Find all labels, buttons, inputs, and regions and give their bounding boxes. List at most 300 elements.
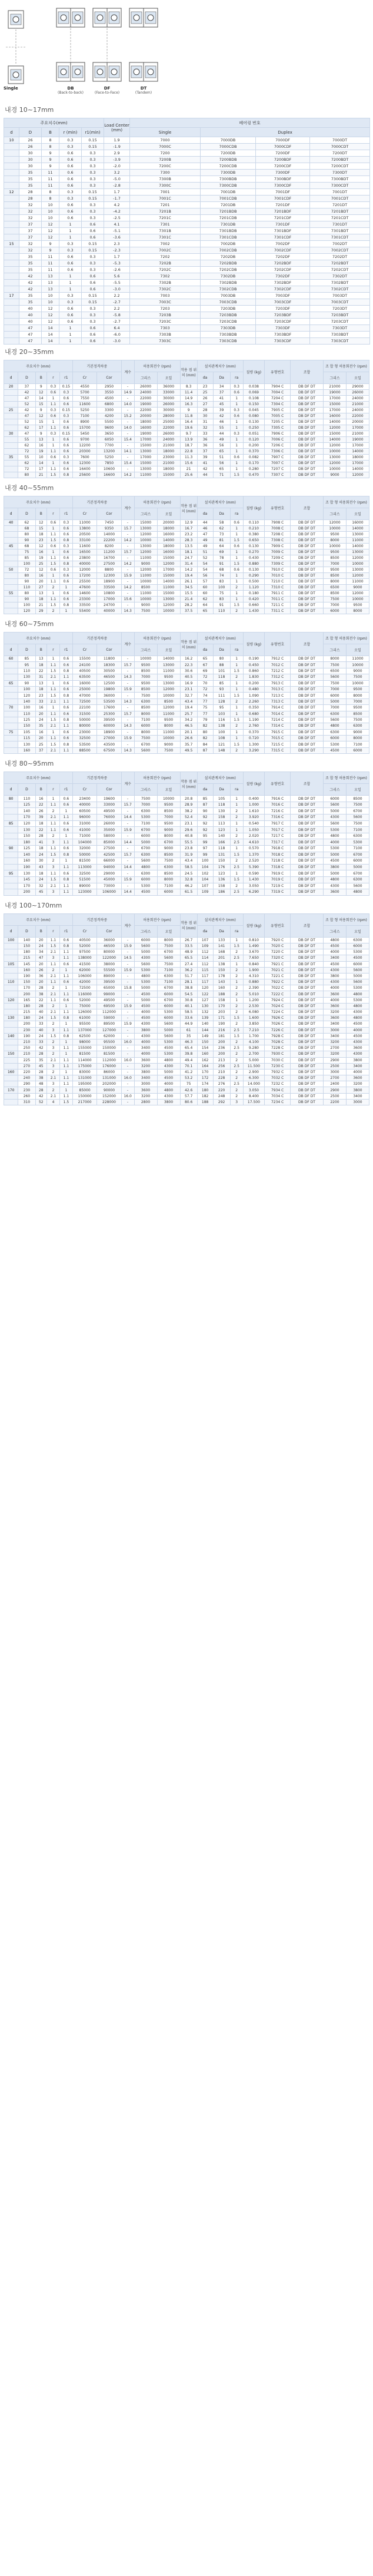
table-cell: DB DF DT: [291, 1021, 324, 1027]
table-cell: 7208 C: [265, 532, 291, 538]
table-cell: 0.6: [59, 208, 82, 215]
table-cell: 1.1: [47, 449, 60, 455]
table-cell: 47600: [72, 585, 96, 591]
table-cell: 7002C: [130, 247, 201, 254]
table-cell: 16.3: [180, 402, 197, 408]
th-B: B: [42, 128, 59, 137]
table-cell: 100: [18, 561, 35, 567]
table-cell: 0.860: [243, 668, 265, 674]
table-cell: [4, 549, 18, 555]
table-cell: 7920 C: [265, 937, 291, 943]
table-row: [4, 674, 369, 680]
single-bearing-icon: [4, 8, 27, 86]
table-cell: 188: [213, 991, 230, 997]
table-cell: 7202CDT: [310, 267, 370, 273]
table-cell: 98000: [72, 1039, 96, 1045]
table-cell: 0.6: [59, 202, 82, 208]
table-cell: 2: [230, 858, 243, 865]
table-row: [4, 602, 369, 608]
table-cell: 25000: [72, 686, 96, 692]
table-row: [4, 573, 369, 579]
table-row: [4, 1021, 369, 1027]
table-row: [4, 808, 369, 814]
table-cell: 182: [197, 1093, 213, 1099]
table-cell: 4800: [346, 889, 369, 896]
table-cell: DB DF DT: [291, 567, 324, 573]
table-cell: 4500: [346, 1021, 369, 1027]
table-cell: 5600: [157, 1021, 180, 1027]
table-cell: 0.6: [59, 396, 72, 402]
table-cell: 32: [197, 425, 213, 431]
table-cell: 6700: [157, 839, 180, 846]
table-cell: 5300: [157, 1039, 180, 1045]
table-cell: 7312 C: [265, 674, 291, 680]
table-cell: 82: [197, 736, 213, 741]
th-sub: 그리스: [134, 372, 157, 384]
th-sub: 오일: [157, 372, 180, 384]
table-cell: -: [121, 870, 134, 877]
table-cell: [4, 325, 19, 332]
table-cell: [4, 260, 19, 267]
table-cell: 1: [230, 532, 243, 538]
th-duplex: Duplex: [201, 128, 370, 137]
table-cell: 0.120: [243, 437, 265, 443]
table-cell: 3800: [324, 973, 347, 979]
table-cell: 28: [19, 189, 42, 196]
table-cell: 0.3: [59, 544, 72, 549]
table-cell: 35: [180, 1033, 197, 1039]
spacer: [4, 614, 369, 617]
table-cell: [4, 1081, 18, 1087]
table-cell: DB DF DT: [291, 747, 324, 753]
table-cell: [4, 1039, 18, 1045]
table-cell: 33: [35, 1039, 46, 1045]
table-cell: 220: [18, 1069, 35, 1075]
table-cell: 105: [18, 729, 35, 735]
table-cell: 190: [18, 864, 35, 870]
table-cell: 176: [213, 864, 230, 870]
table-cell: 81500: [72, 858, 96, 865]
table-cell: -: [121, 466, 134, 472]
table-cell: 9500: [324, 532, 347, 538]
table-cell: 13.9: [180, 437, 197, 443]
table-cell: 5300: [346, 997, 369, 1003]
table-cell: 78: [213, 555, 230, 561]
th-mount: 설치관계치수 (mm): [197, 633, 243, 644]
table-cell: 13: [42, 273, 59, 280]
table-cell: 14.4: [121, 864, 134, 870]
table-cell: [4, 299, 19, 306]
table-cell: [4, 668, 18, 674]
table-cell: DB DF DT: [291, 455, 324, 461]
table-cell: 11000: [157, 711, 180, 717]
table-cell: 12: [42, 228, 59, 234]
table-cell: 12200: [72, 443, 96, 449]
table-cell: 130: [197, 1003, 213, 1009]
th-sub: D: [18, 508, 35, 520]
table-cell: 65.4: [180, 1045, 197, 1051]
table-cell: DB DF DT: [291, 431, 324, 437]
table-cell: 18000: [157, 544, 180, 549]
table-cell: 55: [18, 437, 35, 443]
table-cell: 138000: [72, 955, 96, 961]
table-row: [4, 1093, 369, 1099]
table-cell: 15.6: [121, 597, 134, 602]
table-row: [4, 567, 369, 573]
th-weight: 질량 (kg): [243, 772, 265, 796]
table-cell: 0.3: [59, 189, 82, 196]
table-cell: 49500: [97, 808, 121, 814]
table-cell: 130: [18, 827, 35, 833]
table-cell: 2.1: [47, 698, 60, 704]
table-cell: 4300: [157, 1063, 180, 1069]
table-cell: 7914 C: [265, 705, 291, 711]
table-cell: DB DF DT: [291, 419, 324, 425]
table-cell: 12300: [97, 573, 121, 579]
table-cell: 7100: [134, 820, 157, 827]
table-cell: 6700: [134, 846, 157, 852]
table-cell: 62000: [72, 967, 96, 973]
table-cell: 1.9: [104, 137, 130, 144]
table-cell: 9500: [134, 662, 157, 668]
table-cell: 7003CDT: [310, 299, 370, 306]
table-cell: 7030 C: [265, 1057, 291, 1063]
table-cell: 13000: [157, 680, 180, 686]
table-cell: 5600: [157, 1033, 180, 1039]
table-cell: 13: [35, 591, 46, 597]
th-sub: r1: [59, 372, 72, 384]
table-cell: 0.3: [59, 520, 72, 526]
table-cell: 2950: [97, 384, 121, 390]
table-row: [4, 273, 370, 280]
table-cell: 7000: [324, 705, 347, 711]
th-dims: 주요치수(mm): [4, 118, 104, 128]
table-cell: 2200: [324, 1099, 347, 1105]
th-duplex-speed: 조 합 형 허용회전수 (rpm): [324, 360, 369, 372]
table-cell: 0.450: [243, 662, 265, 668]
table-cell: 7000: [324, 686, 347, 692]
table-cell: 7100: [157, 979, 180, 985]
table-cell: 7300DF: [256, 170, 310, 176]
table-cell: 5000: [324, 698, 347, 704]
table-cell: 8.400: [243, 1093, 265, 1099]
table-cell: 60000: [97, 723, 121, 729]
table-cell: 7550: [72, 396, 96, 402]
table-cell: 8500: [324, 591, 347, 597]
table-cell: [4, 693, 18, 698]
table-row: [4, 680, 369, 686]
table-cell: 6000: [346, 747, 369, 753]
table-cell: 24000: [134, 390, 157, 396]
table-row: [4, 802, 369, 808]
table-cell: 0.045: [243, 408, 265, 413]
table-cell: 38: [35, 991, 46, 997]
table-cell: 47: [197, 532, 213, 538]
table-cell: 89000: [72, 883, 96, 889]
table-cell: 44: [197, 520, 213, 526]
table-cell: 4300: [324, 979, 347, 985]
table-cell: 0.3: [82, 176, 104, 183]
table-cell: 170: [18, 883, 35, 889]
table-cell: DB DF DT: [291, 384, 324, 390]
table-cell: 4800: [324, 876, 347, 883]
table-cell: -: [121, 717, 134, 723]
table-cell: 39: [35, 814, 46, 821]
table-cell: 17000: [157, 567, 180, 573]
table-cell: 28: [19, 196, 42, 202]
th-d: d: [4, 128, 19, 137]
table-cell: [4, 472, 18, 478]
table-cell: 123: [213, 870, 230, 877]
table-cell: 18000: [157, 449, 180, 455]
table-cell: 7202C: [130, 267, 201, 273]
table-cell: 7319 C: [265, 889, 291, 896]
table-cell: 99: [197, 852, 213, 858]
table-cell: 2700: [324, 1045, 347, 1051]
table-cell: 5000: [346, 864, 369, 870]
table-row: [4, 585, 369, 591]
table-cell: 1.5: [59, 1099, 72, 1105]
table-cell: 83: [213, 579, 230, 585]
table-cell: 18000: [346, 455, 369, 461]
table-cell: -: [121, 1087, 134, 1093]
table-cell: 1.1: [47, 979, 60, 985]
th-sub: B: [35, 784, 46, 796]
table-cell: 111: [213, 693, 230, 698]
table-cell: 14600: [72, 591, 96, 597]
table-cell: 23000: [157, 455, 180, 461]
table-cell: 7500: [324, 597, 347, 602]
table-cell: [4, 1045, 18, 1051]
table-cell: 7003CDF: [256, 299, 310, 306]
table-cell: 33: [197, 431, 213, 437]
table-cell: 150: [213, 858, 230, 865]
th-duplex: 조합: [291, 496, 324, 520]
table-cell: 6000: [157, 889, 180, 896]
th-sub: r1: [59, 508, 72, 520]
table-cell: 1.120: [243, 585, 265, 591]
table-cell: 7003C: [130, 299, 201, 306]
table-cell: 0.051: [243, 431, 265, 437]
table-cell: 140: [18, 808, 35, 814]
table-cell: 32: [19, 247, 42, 254]
table-cell: 1.900: [243, 967, 265, 973]
table-cell: 7016 C: [265, 802, 291, 808]
table-cell: 1: [230, 437, 243, 443]
table-cell: 62: [197, 597, 213, 602]
table-cell: DB DF DT: [291, 717, 324, 723]
table-cell: 9.280: [243, 1045, 265, 1051]
table-cell: 15.9: [121, 943, 134, 949]
th-single: 유형번호: [265, 496, 291, 520]
table-cell: 123: [213, 827, 230, 833]
table-cell: 83: [213, 597, 230, 602]
table-cell: 7909 C: [265, 544, 291, 549]
table-cell: 7500: [134, 608, 157, 614]
table-row: [4, 234, 370, 241]
table-cell: 82: [197, 723, 213, 729]
table-cell: 4: [47, 1099, 60, 1105]
table-cell: 21: [180, 466, 197, 472]
table-cell: 0.6: [59, 419, 72, 425]
table-cell: 7203CDT: [310, 319, 370, 325]
table-cell: 5600: [346, 967, 369, 973]
table-cell: 25500: [72, 579, 96, 585]
table-cell: [4, 883, 18, 889]
table-cell: 7303DT: [310, 325, 370, 332]
table-cell: [4, 215, 19, 221]
table-cell: 4300: [346, 1039, 369, 1045]
table-cell: 15.7: [121, 802, 134, 808]
table-row: [4, 656, 369, 662]
table-cell: 200: [213, 1051, 230, 1057]
table-cell: 3800: [324, 864, 347, 870]
table-cell: 33: [35, 698, 46, 704]
table-cell: 7300BDB: [201, 176, 256, 183]
table-cell: 0.3: [82, 267, 104, 273]
table-cell: 90: [18, 597, 35, 602]
table-cell: 1: [59, 332, 82, 338]
table-cell: DB DF DT: [291, 991, 324, 997]
table-cell: 2: [230, 833, 243, 839]
table-cell: 18: [35, 846, 46, 852]
table-cell: 15.9: [121, 827, 134, 833]
table-cell: 3.850: [243, 1021, 265, 1027]
table-cell: 10600: [97, 466, 121, 472]
table-cell: 7000CDT: [310, 144, 370, 150]
table-cell: [4, 267, 19, 273]
table-cell: 7002CDF: [256, 247, 310, 254]
table-cell: 4500: [134, 1003, 157, 1009]
table-cell: 75: [197, 705, 213, 711]
table-cell: 24: [35, 1033, 46, 1039]
table-cell: 1.5: [230, 852, 243, 858]
table-cell: 7301DF: [256, 221, 310, 228]
table-cell: 9: [42, 163, 59, 170]
table-cell: 0.500: [243, 579, 265, 585]
table-cell: 10000: [346, 662, 369, 668]
table-cell: [4, 876, 18, 883]
spec-table-10-17: [4, 118, 370, 345]
table-cell: 6000: [324, 608, 347, 614]
table-cell: 10: [42, 208, 59, 215]
table-cell: 11600: [72, 544, 96, 549]
table-cell: 3: [47, 1081, 60, 1087]
table-cell: 15000: [157, 591, 180, 597]
table-cell: 34: [213, 384, 230, 390]
table-cell: 12000: [157, 561, 180, 567]
table-cell: 118: [213, 802, 230, 808]
table-cell: 36: [35, 973, 46, 979]
table-cell: 47: [19, 332, 42, 338]
table-row: [4, 247, 370, 254]
table-cell: 50000: [72, 852, 96, 858]
table-cell: [4, 312, 19, 319]
table-cell: 68: [18, 544, 35, 549]
table-cell: 0.8: [59, 693, 72, 698]
table-cell: 7003CDB: [201, 299, 256, 306]
table-cell: 7203DT: [310, 306, 370, 312]
table-cell: 4.2: [104, 202, 130, 208]
table-cell: 7200CDF: [256, 163, 310, 170]
table-cell: 14.0: [121, 425, 134, 431]
table-cell: 3600: [324, 1003, 347, 1009]
table-cell: 160: [197, 1051, 213, 1057]
table-cell: 216: [213, 1027, 230, 1033]
table-cell: 7015 C: [265, 736, 291, 741]
table-cell: 0.6: [59, 597, 72, 602]
table-cell: 7021 C: [265, 967, 291, 973]
table-cell: 3200: [346, 1081, 369, 1087]
table-cell: 58: [213, 520, 230, 526]
table-cell: DB DF DT: [291, 579, 324, 585]
table-cell: 3: [47, 955, 60, 961]
table-row: [4, 608, 369, 614]
table-row: [4, 221, 370, 228]
table-cell: 11000: [134, 555, 157, 561]
table-cell: 7316 C: [265, 814, 291, 821]
table-cell: 6000: [134, 876, 157, 883]
table-cell: 1.830: [243, 674, 265, 680]
table-row: [4, 729, 369, 735]
table-cell: 15.7: [121, 526, 134, 532]
table-cell: 41: [213, 396, 230, 402]
table-cell: 131: [213, 852, 230, 858]
table-cell: [4, 466, 18, 472]
table-cell: 7301: [130, 221, 201, 228]
table-cell: 140: [4, 1033, 18, 1039]
table-cell: 140: [18, 852, 35, 858]
table-cell: 15000: [324, 402, 347, 408]
table-cell: 1: [47, 796, 60, 802]
table-cell: 65: [4, 680, 18, 686]
table-cell: 42500: [97, 852, 121, 858]
table-cell: 21: [35, 472, 46, 478]
table-cell: 18000: [157, 526, 180, 532]
table-cell: 0.6: [59, 532, 72, 538]
table-row: [4, 591, 369, 597]
table-cell: 170: [197, 1069, 213, 1075]
table-cell: 7302B: [130, 280, 201, 286]
table-cell: 154: [197, 1045, 213, 1051]
table-cell: 23400: [72, 796, 96, 802]
table-cell: 6300: [346, 723, 369, 729]
table-cell: 10000: [134, 579, 157, 585]
table-cell: 35: [19, 254, 42, 260]
table-cell: -: [121, 1015, 134, 1021]
table-cell: 1: [230, 425, 243, 431]
table-cell: 7100: [157, 967, 180, 973]
th-load: 기본정격하중: [72, 772, 121, 784]
table-cell: 16: [35, 443, 46, 449]
table-cell: DB DF DT: [291, 1063, 324, 1069]
df-label: DF: [104, 86, 111, 91]
table-cell: 30000: [157, 408, 180, 413]
table-cell: 200: [18, 889, 35, 896]
table-cell: 11: [42, 260, 59, 267]
table-cell: 20.1: [180, 729, 197, 735]
table-cell: 0.6: [59, 170, 82, 176]
table-cell: 16000: [134, 425, 157, 431]
table-cell: 0.680: [243, 711, 265, 717]
table-cell: 7207 C: [265, 466, 291, 472]
table-cell: 35: [19, 170, 42, 176]
table-row: [4, 820, 369, 827]
table-cell: 12500: [97, 680, 121, 686]
table-cell: 28.3: [180, 538, 197, 544]
table-cell: 1: [59, 967, 72, 973]
table-cell: 4.310: [243, 973, 265, 979]
